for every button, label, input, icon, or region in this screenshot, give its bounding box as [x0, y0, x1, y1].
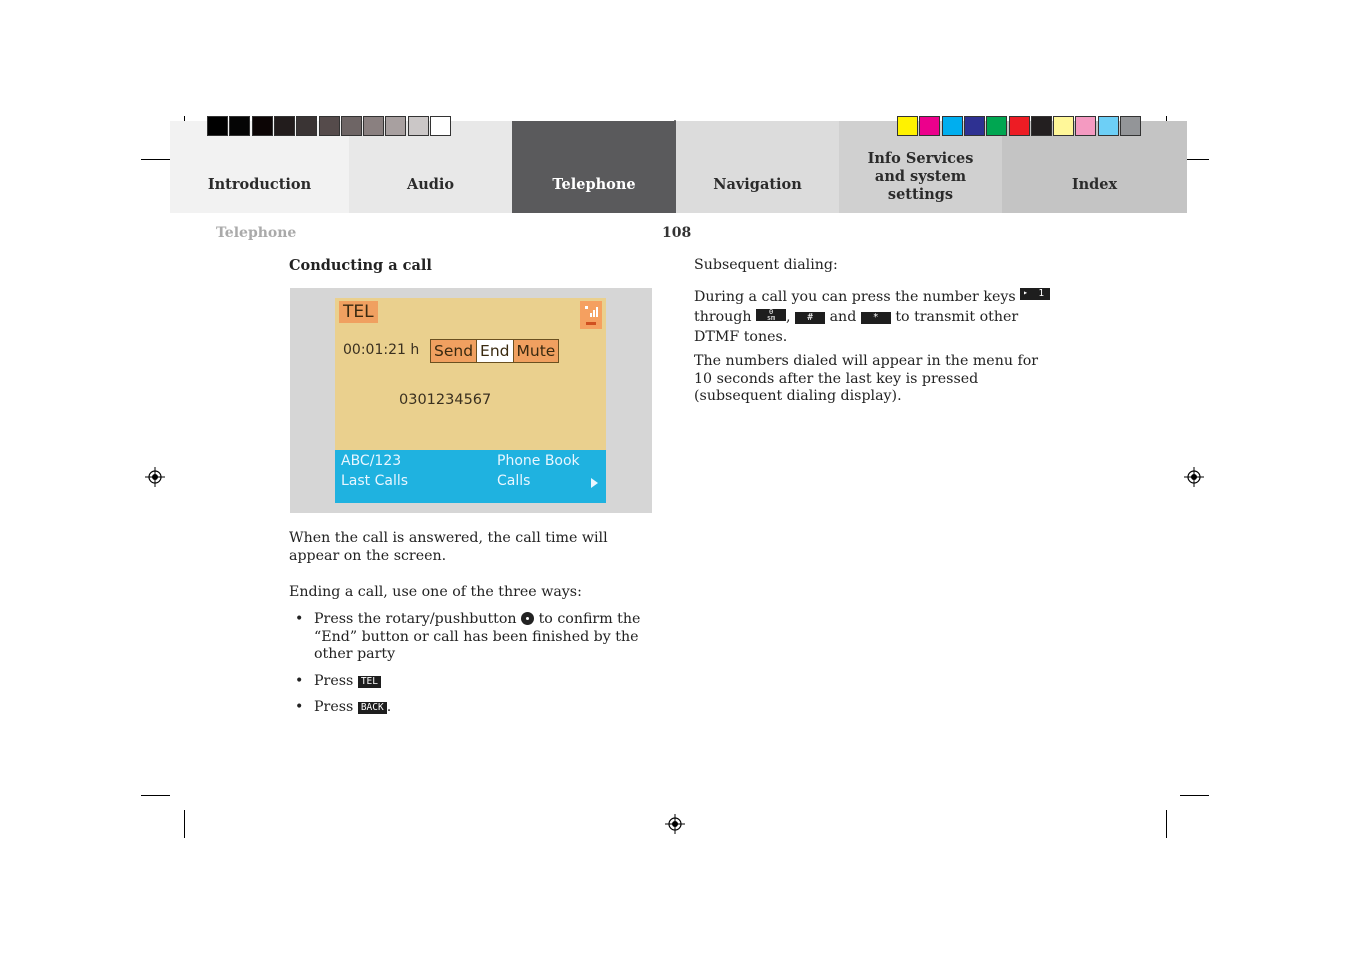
- ending-paragraph: Ending a call, use one of the three ways:: [289, 584, 582, 600]
- tab-telephone[interactable]: [512, 121, 676, 213]
- back-key-icon: BACK: [358, 702, 387, 714]
- key-label: 1: [1038, 288, 1045, 299]
- crop-mark: [184, 810, 185, 838]
- list-text: .: [386, 699, 392, 715]
- softkey-last-calls[interactable]: Last Calls: [341, 473, 409, 489]
- softkey-phone-book[interactable]: Phone Book: [497, 453, 580, 469]
- page-number: 108: [662, 225, 692, 241]
- send-button[interactable]: Send: [431, 340, 477, 362]
- subsequent-dialing-heading: Subsequent dialing:: [694, 257, 838, 273]
- color-swatch: [942, 116, 963, 136]
- answered-paragraph: When the call is answered, the call time will appear on the screen.: [289, 530, 608, 564]
- ending-methods-list: [289, 611, 654, 726]
- mute-button[interactable]: Mute: [516, 342, 556, 360]
- registration-mark-icon: [145, 467, 165, 487]
- tab-label: Info Services and system settings: [867, 150, 974, 203]
- color-swatch: [341, 116, 362, 136]
- telephone-display: [335, 298, 606, 503]
- tel-key-icon: TEL: [358, 676, 381, 688]
- arrow-right-icon: [591, 478, 598, 488]
- color-swatch: [1009, 116, 1030, 136]
- tab-label: Index: [1071, 176, 1118, 193]
- color-swatch: [385, 116, 406, 136]
- color-swatch: [252, 116, 273, 136]
- color-swatch: [408, 116, 429, 136]
- rotary-pushbutton-icon: [521, 612, 534, 625]
- color-swatch: [897, 116, 918, 136]
- tab-navigation[interactable]: [676, 121, 839, 213]
- color-swatch: [986, 116, 1007, 136]
- color-swatch: [1031, 116, 1052, 136]
- key-star-icon: *: [861, 312, 891, 324]
- display-illustration: [290, 288, 652, 513]
- color-swatch: [296, 116, 317, 136]
- dialed-number: 0301234567: [399, 392, 492, 408]
- color-swatch: [229, 116, 250, 136]
- tab-label: Introduction: [207, 176, 312, 193]
- list-text: Press: [314, 699, 354, 715]
- list-item: [289, 611, 654, 664]
- list-text: Press: [314, 672, 354, 689]
- color-swatch: [919, 116, 940, 136]
- color-swatch: [1053, 116, 1074, 136]
- call-timer: 00:01:21 h: [343, 342, 420, 358]
- key-label: 0: [768, 308, 774, 316]
- list-text: Press the rotary/pushbutton: [314, 611, 517, 627]
- color-swatch: [964, 116, 985, 136]
- section-label: Telephone: [216, 225, 297, 241]
- key-0-icon: [756, 309, 786, 321]
- dtmf-text: to transmit other DTMF tones.: [694, 309, 1019, 345]
- list-item: [289, 673, 654, 691]
- color-swatch: [319, 116, 340, 136]
- softkey-calls[interactable]: Calls: [497, 473, 531, 489]
- dtmf-paragraph: [694, 287, 1054, 347]
- color-swatch: [430, 116, 451, 136]
- list-item: [289, 699, 654, 717]
- softkey-abc123[interactable]: ABC/123: [341, 453, 402, 469]
- call-action-buttons: [430, 339, 559, 363]
- color-swatch: [363, 116, 384, 136]
- dtmf-text: and: [829, 309, 857, 325]
- tab-label: Audio: [406, 176, 455, 193]
- display-mode-label: TEL: [339, 301, 378, 323]
- color-swatch: [1098, 116, 1119, 136]
- crop-mark: [1180, 795, 1209, 796]
- key-1-icon: ▸ 1: [1020, 288, 1050, 300]
- softkey-bar: [335, 450, 606, 503]
- crop-mark: [141, 795, 170, 796]
- key-label: sm: [766, 314, 776, 322]
- section-heading: Conducting a call: [289, 257, 432, 274]
- crop-mark: [1166, 810, 1167, 838]
- color-swatch: [1120, 116, 1141, 136]
- list-text: to confirm the “End” button or call has been finished by the other party: [314, 611, 641, 662]
- key-hash-icon: #: [795, 312, 825, 324]
- dtmf-text: through: [694, 309, 752, 325]
- registration-mark-icon: [665, 814, 685, 834]
- dtmf-text: During a call you can press the number keys: [694, 289, 1016, 305]
- color-swatch: [1075, 116, 1096, 136]
- dialed-numbers-paragraph: The numbers dialed will appear in the menu for 10 seconds after the last key is pressed (subsequent dialing display).: [694, 353, 1039, 404]
- dtmf-text: ,: [786, 309, 791, 325]
- registration-mark-icon: [1184, 467, 1204, 487]
- end-button[interactable]: End: [477, 340, 513, 362]
- signal-strength-icon: [580, 301, 602, 329]
- tab-label: Telephone: [552, 176, 636, 193]
- color-swatch: [207, 116, 228, 136]
- tab-label: Navigation: [713, 176, 802, 193]
- crop-mark: [141, 159, 170, 160]
- color-swatch: [274, 116, 295, 136]
